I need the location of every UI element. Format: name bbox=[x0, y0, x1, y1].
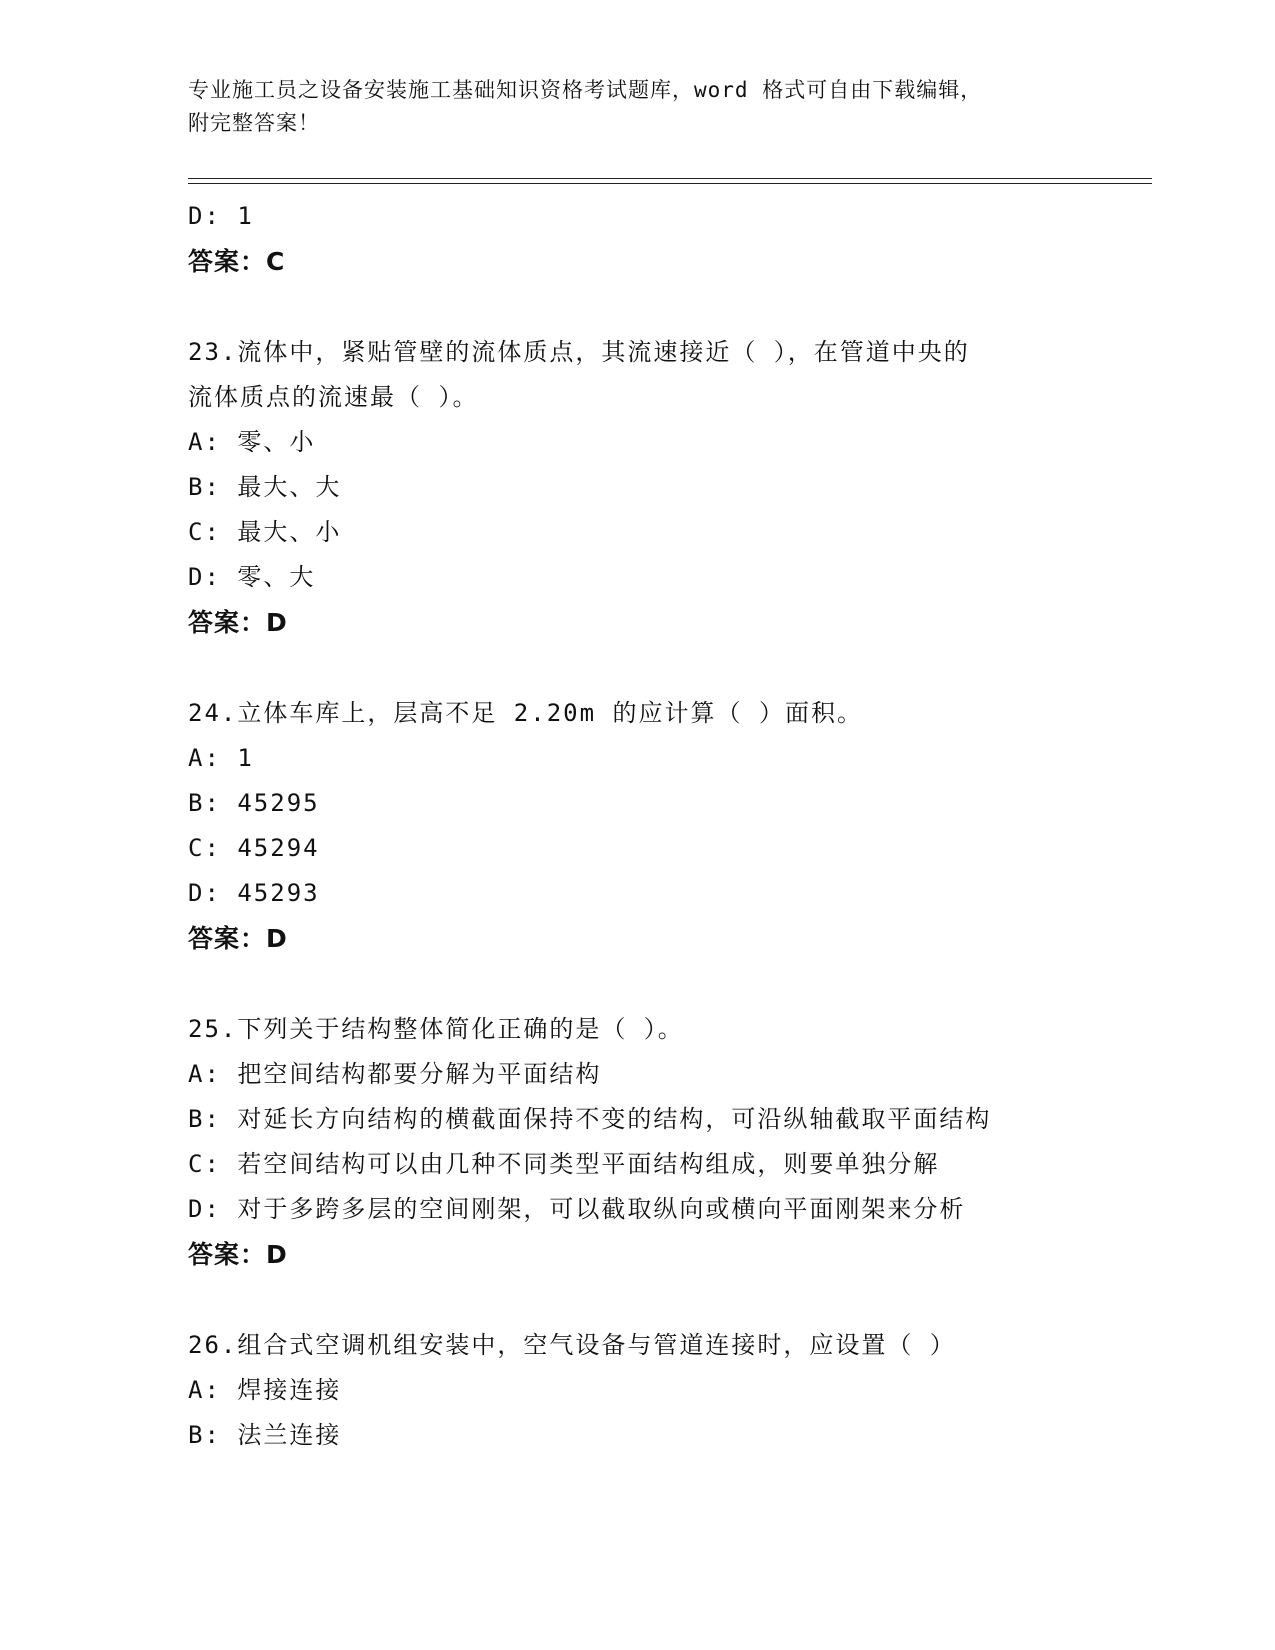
answer-line: 答案：D bbox=[188, 608, 288, 637]
option-d: D: 1 bbox=[188, 202, 254, 230]
header-rule-top bbox=[188, 178, 1152, 179]
answer-line: 答案：D bbox=[188, 1240, 288, 1269]
question-26 bbox=[188, 1323, 1138, 1458]
answer-line: 答案：C bbox=[188, 247, 286, 276]
option-c: C: 若空间结构可以由几种不同类型平面结构组成，则要单独分解 bbox=[188, 1150, 940, 1178]
question-23 bbox=[188, 330, 1138, 645]
option-d: D: 45293 bbox=[188, 879, 320, 907]
option-c: C: 45294 bbox=[188, 834, 320, 862]
option-d: D: 零、大 bbox=[188, 563, 316, 591]
document-header bbox=[188, 74, 1088, 140]
option-a: A: 1 bbox=[188, 744, 254, 772]
header-rule-bottom bbox=[188, 183, 1152, 184]
answer-line: 答案：D bbox=[188, 924, 288, 953]
option-b: B: 法兰连接 bbox=[188, 1421, 342, 1449]
option-b: B: 45295 bbox=[188, 789, 320, 817]
option-b: B: 最大、大 bbox=[188, 473, 342, 501]
question-24 bbox=[188, 691, 1138, 961]
option-a: A: 零、小 bbox=[188, 428, 316, 456]
question-list bbox=[188, 194, 1138, 1458]
question-stem: 25.下列关于结构整体简化正确的是（ ）。 bbox=[188, 1015, 684, 1043]
question-25 bbox=[188, 1007, 1138, 1277]
header-line-1: 专业施工员之设备安装施工基础知识资格考试题库，word 格式可自由下载编辑， bbox=[188, 78, 983, 102]
option-d: D: 对于多跨多层的空间刚架，可以截取纵向或横向平面刚架来分析 bbox=[188, 1195, 966, 1223]
header-line-2: 附完整答案！ bbox=[188, 111, 320, 135]
question-stem: 24.立体车库上，层高不足 2.20m 的应计算（ ）面积。 bbox=[188, 699, 863, 727]
option-c: C: 最大、小 bbox=[188, 518, 342, 546]
question-stem-continued: 流体质点的流速最（ ）。 bbox=[188, 383, 479, 411]
question-stem: 26.组合式空调机组安装中，空气设备与管道连接时，应设置（ ） bbox=[188, 1331, 956, 1359]
option-a: A: 把空间结构都要分解为平面结构 bbox=[188, 1060, 602, 1088]
option-b: B: 对延长方向结构的横截面保持不变的结构，可沿纵轴截取平面结构 bbox=[188, 1105, 992, 1133]
question-stem: 23.流体中，紧贴管壁的流体质点，其流速接近（ ），在管道中央的 bbox=[188, 338, 970, 366]
option-a: A: 焊接连接 bbox=[188, 1376, 342, 1404]
